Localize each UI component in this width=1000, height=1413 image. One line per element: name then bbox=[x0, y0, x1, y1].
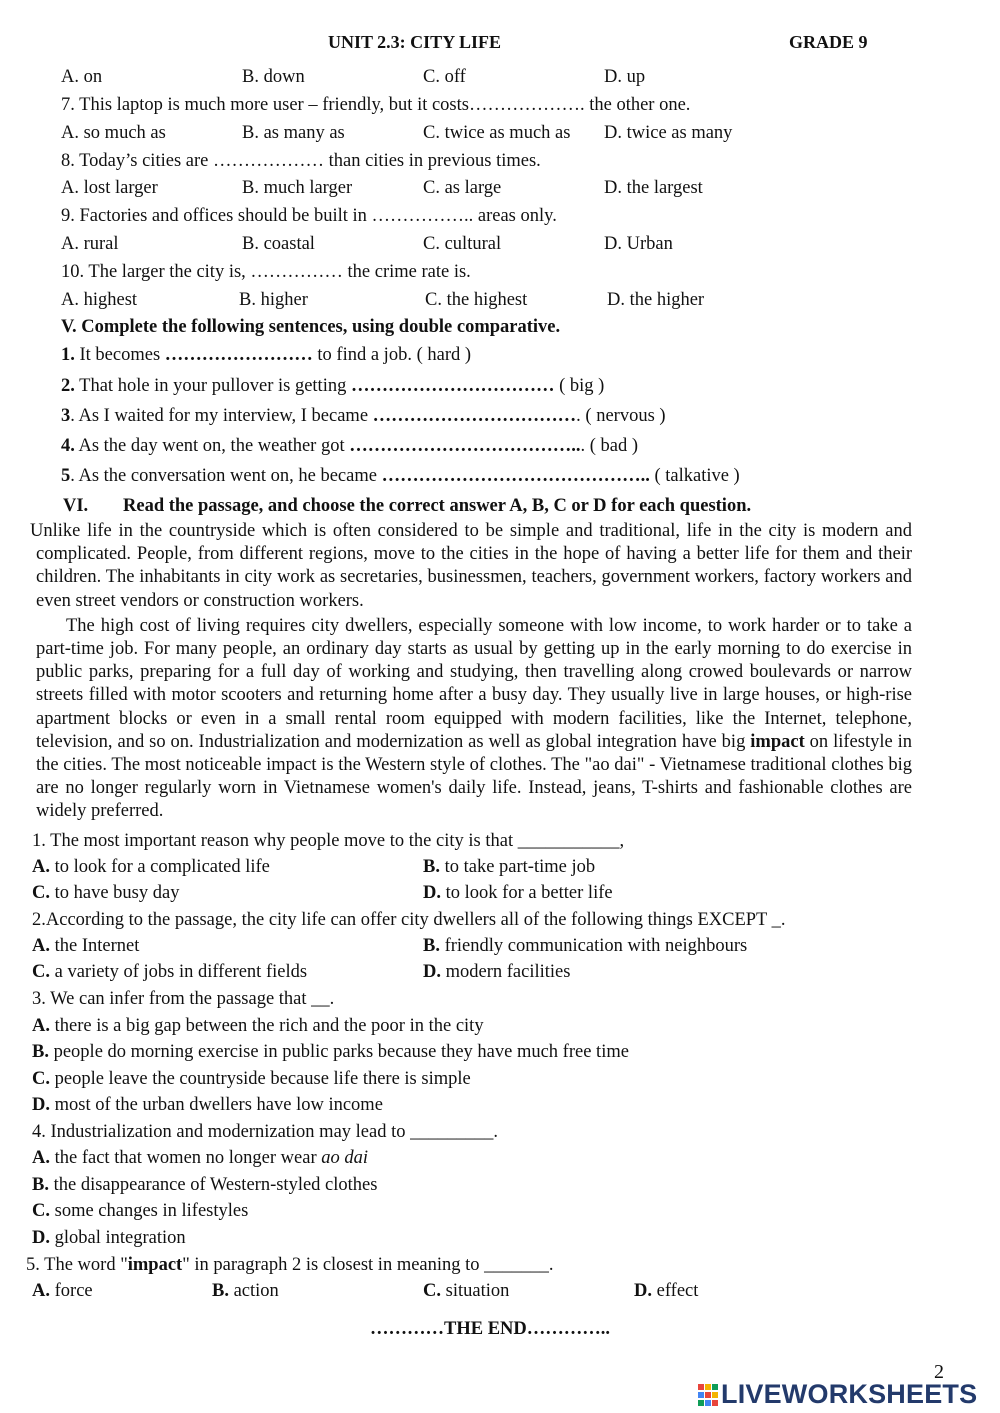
passage-paragraph-1: Unlike life in the countryside which is often considered to be simple and traditional, life in the city is modern and complicated. People, from different regions, move to the cities in the hope of having a better life for them and their children. The inhabitants in city work as secretaries, businessmen, teachers, government workers, factory workers and even street vendors or construction workers. bbox=[30, 521, 912, 611]
option-c[interactable]: C. twice as much as bbox=[423, 123, 571, 143]
option-d[interactable]: D. effect bbox=[634, 1281, 699, 1301]
question-9: 9. Factories and offices should be built in …………….. areas only. bbox=[61, 206, 557, 226]
option-a[interactable]: A. the Internet bbox=[32, 936, 140, 956]
option-d[interactable]: D. modern facilities bbox=[423, 962, 571, 982]
question-10: 10. The larger the city is, …………… the crime rate is. bbox=[61, 262, 471, 282]
the-end-line: …………THE END………….. bbox=[370, 1319, 611, 1339]
option-c[interactable]: C. situation bbox=[423, 1281, 510, 1301]
unit-title: UNIT 2.3: CITY LIFE bbox=[328, 32, 502, 52]
option-c[interactable]: C. the highest bbox=[425, 290, 528, 310]
option-d[interactable]: D. global integration bbox=[32, 1228, 186, 1248]
sentence-hint: . ( nervous ) bbox=[576, 406, 666, 426]
reading-question-3: 3. We can infer from the passage that __. bbox=[32, 989, 335, 1009]
option-d[interactable]: D. up bbox=[604, 67, 646, 87]
sentence-text: . As the conversation went on, he became bbox=[70, 466, 382, 486]
option-b[interactable]: B. higher bbox=[239, 290, 308, 310]
option-c[interactable]: C. off bbox=[423, 67, 466, 87]
question-8: 8. Today’s cities are ……………… than cities in previous times. bbox=[61, 151, 541, 171]
answer-blank[interactable]: …………………… bbox=[164, 345, 313, 365]
sentence-hint: to find a job. ( hard ) bbox=[312, 345, 472, 365]
option-a[interactable]: A. so much as bbox=[61, 123, 166, 143]
option-d[interactable]: D. most of the urban dwellers have low income bbox=[32, 1095, 383, 1115]
option-d[interactable]: D. to look for a better life bbox=[423, 883, 613, 903]
option-b[interactable]: B. down bbox=[242, 67, 305, 87]
reading-question-5: 5. The word "impact" in paragraph 2 is closest in meaning to _______. bbox=[26, 1255, 554, 1275]
option-b[interactable]: B. to take part-time job bbox=[423, 857, 596, 877]
reading-question-2: 2.According to the passage, the city life can offer city dwellers all of the following things EXCEPT _. bbox=[32, 910, 786, 930]
option-d[interactable]: D. the higher bbox=[607, 290, 705, 310]
option-a[interactable]: A. on bbox=[61, 67, 103, 87]
sentence-hint: . ( bad ) bbox=[580, 436, 639, 456]
sentence-hint: ( big ) bbox=[554, 376, 605, 396]
answer-blank[interactable]: …………………………………….. bbox=[381, 466, 650, 486]
section-5-title: V. Complete the following sentences, using double comparative. bbox=[61, 317, 561, 337]
sentence-5 bbox=[61, 465, 740, 487]
option-b[interactable]: B. much larger bbox=[242, 178, 353, 198]
option-a[interactable]: A. lost larger bbox=[61, 178, 158, 198]
sentence-1 bbox=[61, 344, 471, 366]
option-a[interactable]: A. highest bbox=[61, 290, 138, 310]
option-c[interactable]: C. people leave the countryside because life there is simple bbox=[32, 1069, 471, 1089]
option-b[interactable]: B. coastal bbox=[242, 234, 315, 254]
option-b[interactable]: B. friendly communication with neighbours bbox=[423, 936, 748, 956]
passage-paragraph-2: The high cost of living requires city dwellers, especially someone with low income, to work harder or to take a part-time job. For many people, an ordinary day starts as usual by getting up in the early morning to do exercise in public parks, preparing for a full day of working and studying, then travelling along crowed boulevards or narrow streets filled with motor scooters and returning home after a busy day. They usually live in large houses, or high-rise apartment blocks or even in a small rental room equipped with modern facilities, like the Internet, telephone, television, and so on. Industrialization and modernization as well as global integration have big impact on lifestyle in the cities. The most noticeable impact is the Western style of clothes. The "ao dai" - Vietnamese traditional clothes big are no longer regularly worn in Vietnamese women's daily life. Instead, jeans, T-shirts and fashionable clothes are widely preferred. bbox=[36, 615, 912, 822]
option-b[interactable]: B. the disappearance of Western-styled clothes bbox=[32, 1175, 378, 1195]
sentence-2 bbox=[61, 375, 604, 397]
section-6-number: VI. bbox=[63, 496, 89, 516]
option-c[interactable]: C. cultural bbox=[423, 234, 502, 254]
option-d[interactable]: D. Urban bbox=[604, 234, 673, 254]
liveworksheets-logo[interactable] bbox=[698, 1378, 977, 1410]
sentence-text: As the day went on, the weather got bbox=[74, 436, 350, 456]
item-number: 4. bbox=[61, 436, 75, 456]
option-a[interactable]: A. force bbox=[32, 1281, 93, 1301]
reading-question-4: 4. Industrialization and modernization may lead to _________. bbox=[32, 1122, 498, 1142]
answer-blank[interactable]: …………………………… bbox=[372, 406, 577, 426]
item-number: 3 bbox=[61, 406, 71, 426]
option-a[interactable]: A. the fact that women no longer wear ao dai bbox=[32, 1148, 368, 1168]
answer-blank[interactable]: ……………………………….. bbox=[349, 436, 581, 456]
item-number: 2. bbox=[61, 376, 75, 396]
reading-passage bbox=[30, 520, 912, 824]
option-c[interactable]: C. to have busy day bbox=[32, 883, 180, 903]
sentence-text: It becomes bbox=[74, 345, 165, 365]
sentence-text: . As I waited for my interview, I became bbox=[70, 406, 373, 426]
option-a[interactable]: A. there is a big gap between the rich and the poor in the city bbox=[32, 1016, 484, 1036]
item-number: 1. bbox=[61, 345, 75, 365]
option-c[interactable]: C. as large bbox=[423, 178, 502, 198]
option-b[interactable]: B. people do morning exercise in public parks because they have much free time bbox=[32, 1042, 629, 1062]
option-a[interactable]: A. rural bbox=[61, 234, 119, 254]
grade-label: GRADE 9 bbox=[789, 32, 868, 52]
sentence-4 bbox=[61, 435, 638, 457]
option-a[interactable]: A. to look for a complicated life bbox=[32, 857, 270, 877]
option-b[interactable]: B. action bbox=[212, 1281, 279, 1301]
sentence-3 bbox=[61, 405, 666, 427]
reading-question-1: 1. The most important reason why people move to the city is that ___________, bbox=[32, 831, 625, 851]
section-6-title: Read the passage, and choose the correct answer A, B, C or D for each question. bbox=[123, 496, 752, 516]
answer-blank[interactable]: …………………………… bbox=[350, 376, 555, 396]
sentence-hint: ( talkative ) bbox=[649, 466, 740, 486]
question-7: 7. This laptop is much more user – friendly, but it costs………………. the other one. bbox=[61, 95, 691, 115]
option-d[interactable]: D. the largest bbox=[604, 178, 703, 198]
item-number: 5 bbox=[61, 466, 71, 486]
liveworksheets-logo-icon bbox=[698, 1384, 718, 1406]
option-c[interactable]: C. some changes in lifestyles bbox=[32, 1201, 249, 1221]
page-number: 2 bbox=[934, 1361, 944, 1383]
logo-text: LIVEWORKSHEETS bbox=[721, 1379, 978, 1409]
option-d[interactable]: D. twice as many bbox=[604, 123, 733, 143]
option-c[interactable]: C. a variety of jobs in different fields bbox=[32, 962, 308, 982]
sentence-text: That hole in your pullover is getting bbox=[74, 376, 351, 396]
highlighted-word: impact bbox=[750, 731, 805, 752]
option-b[interactable]: B. as many as bbox=[242, 123, 345, 143]
